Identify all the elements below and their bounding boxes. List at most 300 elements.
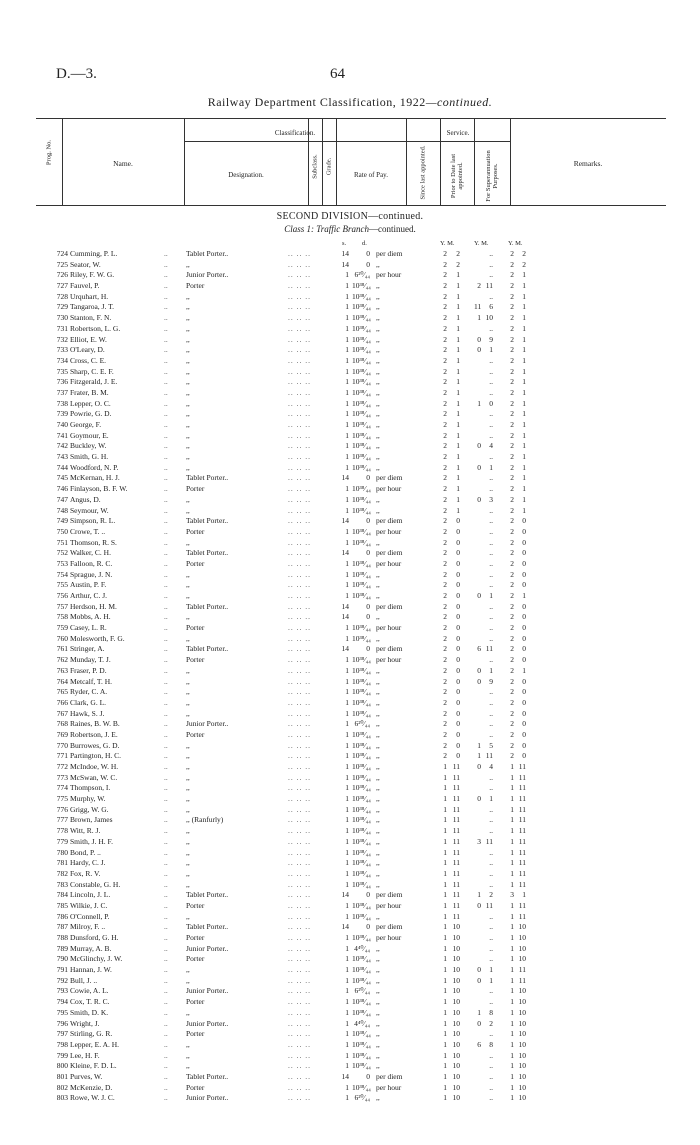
leader-dots: .. .. .. bbox=[288, 505, 311, 515]
prog-no: 802 bbox=[56, 1082, 68, 1092]
employee-name: Angus, D. bbox=[70, 494, 101, 504]
super-years: 1 bbox=[510, 911, 514, 921]
super-months: 0 bbox=[522, 526, 526, 536]
unit-ym-super: Y. M. bbox=[508, 240, 523, 247]
rate-unit: ,, bbox=[376, 1093, 380, 1103]
prior-months: .. bbox=[489, 655, 493, 665]
super-years: 1 bbox=[510, 1039, 514, 1049]
employee-name: Simpson, R. L. bbox=[70, 516, 116, 526]
since-months: 1 bbox=[456, 366, 460, 376]
prog-no: 759 bbox=[56, 623, 68, 633]
branch-label: Traffic Branch bbox=[316, 224, 370, 234]
prior-months: 1 bbox=[489, 975, 493, 985]
prior-months: .. bbox=[489, 815, 493, 825]
prior-months: 5 bbox=[489, 740, 493, 750]
leader-dots: .. .. .. bbox=[288, 943, 311, 953]
leader-dots: .. bbox=[164, 516, 168, 526]
employee-name: Wright, J. bbox=[70, 1018, 100, 1028]
since-months: 0 bbox=[456, 697, 460, 707]
super-months: 10 bbox=[518, 997, 526, 1007]
rate-unit: ,, bbox=[376, 387, 380, 397]
leader-dots: .. bbox=[164, 729, 168, 739]
super-years: 2 bbox=[510, 281, 514, 291]
rate-shillings: 1 bbox=[345, 836, 349, 846]
leader-dots: .. .. .. bbox=[288, 366, 311, 376]
leader-dots: .. bbox=[164, 591, 168, 600]
prior-years: 0 bbox=[477, 462, 481, 472]
rate-pence: 10³⁸⁄₄₄ bbox=[352, 1082, 371, 1092]
rate-pence: 6²⁰⁄₄₄ bbox=[354, 270, 370, 280]
designation: Junior Porter.. bbox=[186, 719, 229, 729]
rate-pence: 4⁴⁰⁄₄₄ bbox=[354, 943, 370, 953]
super-years: 2 bbox=[510, 484, 514, 494]
super-years: 2 bbox=[510, 505, 514, 515]
leader-dots: .. bbox=[164, 441, 168, 451]
table-row bbox=[0, 890, 700, 901]
employee-name: Smith, G. H. bbox=[70, 452, 109, 462]
prog-no: 784 bbox=[56, 890, 68, 900]
prior-months: .. bbox=[489, 259, 493, 269]
rate-unit: per hour bbox=[376, 623, 402, 633]
leader-dots: .. .. .. bbox=[288, 772, 311, 782]
rate-unit: ,, bbox=[376, 1061, 380, 1071]
rate-unit: per diem bbox=[376, 548, 403, 558]
prog-no: 775 bbox=[56, 794, 68, 804]
super-years: 1 bbox=[510, 943, 514, 953]
prog-no: 747 bbox=[56, 494, 68, 504]
leader-dots: .. bbox=[164, 1093, 168, 1103]
super-years: 2 bbox=[510, 537, 514, 547]
employee-name: Walker, C. H. bbox=[70, 548, 111, 558]
rate-pence: 10³⁸⁄₄₄ bbox=[352, 836, 371, 846]
prog-no: 787 bbox=[56, 922, 68, 932]
designation: Tablet Porter.. bbox=[186, 601, 229, 611]
rate-pence: 10³⁸⁄₄₄ bbox=[352, 933, 371, 942]
since-months: 0 bbox=[456, 751, 460, 761]
rate-shillings: 1 bbox=[345, 633, 349, 643]
rate-shillings: 1 bbox=[345, 591, 349, 600]
rate-unit: ,, bbox=[376, 762, 380, 771]
super-years: 1 bbox=[510, 954, 514, 964]
rate-shillings: 1 bbox=[345, 815, 349, 825]
leader-dots: .. bbox=[164, 655, 168, 665]
rate-shillings: 1 bbox=[345, 441, 349, 451]
leader-dots: .. .. .. bbox=[288, 847, 311, 857]
super-months: 1 bbox=[522, 494, 526, 504]
employee-name: Fraser, P. D. bbox=[70, 665, 107, 675]
since-years: 2 bbox=[443, 420, 447, 429]
since-years: 2 bbox=[443, 398, 447, 408]
leader-dots: .. .. .. bbox=[288, 794, 311, 804]
rate-pence: 10³⁸⁄₄₄ bbox=[352, 697, 371, 707]
prior-years: 1 bbox=[477, 740, 481, 750]
rate-pence: 10³⁸⁄₄₄ bbox=[352, 387, 371, 397]
rate-shillings: 1 bbox=[345, 1061, 349, 1071]
prog-no: 772 bbox=[56, 762, 68, 771]
rate-pence: 10³⁸⁄₄₄ bbox=[352, 558, 371, 568]
super-months: 11 bbox=[518, 815, 526, 825]
table-row bbox=[0, 1072, 700, 1083]
super-years: 3 bbox=[510, 890, 514, 900]
rate-shillings: 1 bbox=[345, 420, 349, 429]
super-months: 0 bbox=[522, 655, 526, 665]
super-years: 2 bbox=[510, 430, 514, 440]
since-months: 11 bbox=[452, 868, 460, 878]
super-years: 1 bbox=[510, 933, 514, 942]
leader-dots: .. bbox=[164, 676, 168, 686]
super-months: 11 bbox=[518, 879, 526, 889]
designation: ,, bbox=[186, 965, 190, 975]
table-row bbox=[0, 922, 700, 933]
super-years: 2 bbox=[510, 441, 514, 451]
prior-months: 11 bbox=[485, 751, 493, 761]
super-months: 10 bbox=[518, 986, 526, 996]
leader-dots: .. bbox=[164, 890, 168, 900]
table-row bbox=[0, 356, 700, 367]
prog-no: 788 bbox=[56, 933, 68, 942]
rate-pence: 10³⁸⁄₄₄ bbox=[352, 302, 371, 312]
prior-months: .. bbox=[489, 377, 493, 387]
table-row bbox=[0, 1061, 700, 1072]
prog-no: 779 bbox=[56, 836, 68, 846]
leader-dots: .. .. .. bbox=[288, 377, 311, 387]
since-years: 1 bbox=[443, 922, 447, 932]
rate-shillings: 1 bbox=[345, 1018, 349, 1028]
leader-dots: .. .. .. bbox=[288, 687, 311, 697]
super-years: 1 bbox=[510, 858, 514, 868]
rate-shillings: 14 bbox=[341, 601, 349, 611]
since-years: 1 bbox=[443, 986, 447, 996]
rate-pence: 10³⁸⁄₄₄ bbox=[352, 623, 371, 633]
leader-dots: .. bbox=[164, 420, 168, 429]
prior-years: 0 bbox=[477, 1018, 481, 1028]
leader-dots: .. bbox=[164, 281, 168, 291]
super-months: 1 bbox=[522, 420, 526, 429]
rate-pence: 10³⁸⁄₄₄ bbox=[352, 676, 371, 686]
prior-months: .. bbox=[489, 548, 493, 558]
table-row bbox=[0, 944, 700, 955]
table-row bbox=[0, 912, 700, 923]
since-months: 10 bbox=[452, 975, 460, 985]
prior-months: 3 bbox=[489, 494, 493, 504]
rate-shillings: 1 bbox=[345, 719, 349, 729]
leader-dots: .. bbox=[164, 313, 168, 323]
since-years: 1 bbox=[443, 1007, 447, 1017]
rate-unit: ,, bbox=[376, 783, 380, 793]
designation: ,, bbox=[186, 494, 190, 504]
employee-name: Smith, D. K. bbox=[70, 1007, 109, 1017]
leader-dots: .. bbox=[164, 580, 168, 590]
since-months: 11 bbox=[452, 847, 460, 857]
leader-dots: .. .. .. bbox=[288, 537, 311, 547]
rate-shillings: 1 bbox=[345, 623, 349, 633]
rate-shillings: 1 bbox=[345, 462, 349, 472]
prog-no: 729 bbox=[56, 302, 68, 312]
rate-pence: 10³⁸⁄₄₄ bbox=[352, 526, 371, 536]
leader-dots: .. bbox=[164, 933, 168, 942]
super-months: 10 bbox=[518, 1071, 526, 1081]
rate-unit: ,, bbox=[376, 441, 380, 451]
rate-unit: ,, bbox=[376, 1018, 380, 1028]
designation: ,, bbox=[186, 302, 190, 312]
prior-months: .. bbox=[489, 847, 493, 857]
rate-shillings: 1 bbox=[345, 1082, 349, 1092]
prog-no: 765 bbox=[56, 687, 68, 697]
employee-name: Sharp, C. E. F. bbox=[70, 366, 114, 376]
leader-dots: .. bbox=[164, 697, 168, 707]
leader-dots: .. .. .. bbox=[288, 345, 311, 355]
leader-dots: .. .. .. bbox=[288, 633, 311, 643]
leader-dots: .. bbox=[164, 526, 168, 536]
prior-months: .. bbox=[489, 826, 493, 836]
since-years: 1 bbox=[443, 1082, 447, 1092]
leader-dots: .. bbox=[164, 1007, 168, 1017]
employee-name: Frater, B. M. bbox=[70, 387, 109, 397]
rate-pence: 0 bbox=[366, 516, 370, 526]
since-years: 1 bbox=[443, 954, 447, 964]
prior-years: 1 bbox=[477, 751, 481, 761]
rate-shillings: 14 bbox=[341, 548, 349, 558]
leader-dots: .. bbox=[164, 858, 168, 868]
table-row bbox=[0, 548, 700, 559]
designation: Tablet Porter.. bbox=[186, 890, 229, 900]
super-months: 0 bbox=[522, 729, 526, 739]
since-months: 0 bbox=[456, 655, 460, 665]
rate-unit: ,, bbox=[376, 1039, 380, 1049]
rate-pence: 0 bbox=[366, 612, 370, 622]
designation: Porter bbox=[186, 729, 205, 739]
super-months: 1 bbox=[522, 345, 526, 355]
leader-dots: .. bbox=[164, 623, 168, 633]
leader-dots: .. bbox=[164, 868, 168, 878]
leader-dots: .. .. .. bbox=[288, 826, 311, 836]
prog-no: 797 bbox=[56, 1029, 68, 1039]
super-months: 0 bbox=[522, 548, 526, 558]
leader-dots: .. .. .. bbox=[288, 890, 311, 900]
employee-name: Robertson, L. G. bbox=[70, 323, 121, 333]
leader-dots: .. bbox=[164, 687, 168, 697]
leader-dots: .. .. .. bbox=[288, 676, 311, 686]
super-years: 2 bbox=[510, 516, 514, 526]
since-months: 0 bbox=[456, 719, 460, 729]
super-months: 1 bbox=[522, 323, 526, 333]
prog-no: 740 bbox=[56, 420, 68, 429]
since-years: 1 bbox=[443, 965, 447, 975]
table-row bbox=[0, 313, 700, 324]
since-years: 2 bbox=[443, 355, 447, 365]
employee-name: Milroy, F. .. bbox=[70, 922, 106, 932]
since-months: 1 bbox=[456, 345, 460, 355]
employee-name: Burrowes, G. D. bbox=[70, 740, 120, 750]
table-row bbox=[0, 837, 700, 848]
rate-unit: ,, bbox=[376, 430, 380, 440]
leader-dots: .. .. .. bbox=[288, 1018, 311, 1028]
super-months: 1 bbox=[522, 409, 526, 419]
title-continued: —continued. bbox=[425, 95, 493, 109]
rate-shillings: 1 bbox=[345, 1007, 349, 1017]
prior-months: .. bbox=[489, 537, 493, 547]
super-months: 11 bbox=[518, 772, 526, 782]
since-months: 10 bbox=[452, 1039, 460, 1049]
rate-shillings: 1 bbox=[345, 430, 349, 440]
designation: Tablet Porter.. bbox=[186, 644, 229, 654]
super-months: 11 bbox=[518, 975, 526, 985]
since-months: 11 bbox=[452, 826, 460, 836]
since-months: 2 bbox=[456, 259, 460, 269]
rate-pence: 10³⁸⁄₄₄ bbox=[352, 398, 371, 408]
super-years: 1 bbox=[510, 879, 514, 889]
prior-years: 6 bbox=[477, 644, 481, 654]
rate-unit: per diem bbox=[376, 922, 403, 932]
rate-unit: per hour bbox=[376, 900, 402, 910]
leader-dots: .. bbox=[164, 1082, 168, 1092]
leader-dots: .. .. .. bbox=[288, 387, 311, 397]
leader-dots: .. bbox=[164, 484, 168, 494]
leader-dots: .. bbox=[164, 965, 168, 975]
super-years: 1 bbox=[510, 762, 514, 771]
prior-months: .. bbox=[489, 868, 493, 878]
rate-shillings: 14 bbox=[341, 249, 349, 258]
rate-unit: ,, bbox=[376, 676, 380, 686]
leader-dots: .. .. .. bbox=[288, 281, 311, 291]
rate-shillings: 1 bbox=[345, 879, 349, 889]
table-row bbox=[0, 751, 700, 762]
prior-years: 0 bbox=[477, 965, 481, 975]
prog-no: 766 bbox=[56, 697, 68, 707]
designation: ,, bbox=[186, 462, 190, 472]
table-row bbox=[0, 698, 700, 709]
prog-no: 738 bbox=[56, 398, 68, 408]
since-months: 11 bbox=[452, 890, 460, 900]
leader-dots: .. bbox=[164, 975, 168, 985]
employee-name: Sprague, J. N. bbox=[70, 569, 113, 579]
rate-pence: 10³⁸⁄₄₄ bbox=[352, 1050, 371, 1060]
since-months: 1 bbox=[456, 323, 460, 333]
prior-months: .. bbox=[489, 783, 493, 793]
leader-dots: .. .. .. bbox=[288, 249, 311, 258]
header-service: Service. bbox=[446, 129, 470, 137]
since-years: 1 bbox=[443, 868, 447, 878]
table-row bbox=[0, 302, 700, 313]
table-row bbox=[0, 452, 700, 463]
designation: ,, bbox=[186, 804, 190, 814]
leader-dots: .. bbox=[164, 1061, 168, 1071]
prog-no: 746 bbox=[56, 484, 68, 494]
designation: Porter bbox=[186, 655, 205, 665]
rate-pence: 10³⁸⁄₄₄ bbox=[352, 900, 371, 910]
since-years: 1 bbox=[443, 975, 447, 985]
rate-unit: per diem bbox=[376, 516, 403, 526]
super-months: 0 bbox=[522, 516, 526, 526]
leader-dots: .. .. .. bbox=[288, 922, 311, 932]
employee-name: Bond, P. .. bbox=[70, 847, 101, 857]
leader-dots: .. bbox=[164, 259, 168, 269]
table-row bbox=[0, 538, 700, 549]
super-years: 2 bbox=[510, 302, 514, 312]
designation: ,, (Ranfurly) bbox=[186, 815, 224, 825]
super-months: 1 bbox=[522, 302, 526, 312]
table-row bbox=[0, 570, 700, 581]
page-title bbox=[0, 95, 700, 110]
rate-shillings: 1 bbox=[345, 409, 349, 419]
rate-unit: ,, bbox=[376, 313, 380, 323]
super-years: 2 bbox=[510, 313, 514, 323]
table-row bbox=[0, 260, 700, 271]
designation: ,, bbox=[186, 826, 190, 836]
rate-unit: ,, bbox=[376, 719, 380, 729]
super-years: 1 bbox=[510, 826, 514, 836]
super-months: 0 bbox=[522, 740, 526, 750]
prior-months: .. bbox=[489, 612, 493, 622]
super-months: 1 bbox=[522, 452, 526, 462]
leader-dots: .. bbox=[164, 847, 168, 857]
since-years: 2 bbox=[443, 558, 447, 568]
super-years: 2 bbox=[510, 355, 514, 365]
super-months: 11 bbox=[518, 826, 526, 836]
prog-no: 737 bbox=[56, 387, 68, 397]
rate-pence: 10³⁸⁄₄₄ bbox=[352, 633, 371, 643]
rate-unit: ,, bbox=[376, 697, 380, 707]
super-months: 11 bbox=[518, 858, 526, 868]
leader-dots: .. bbox=[164, 473, 168, 483]
employee-name: McKenzie, D. bbox=[70, 1082, 113, 1092]
designation: ,, bbox=[186, 975, 190, 985]
table-row bbox=[0, 815, 700, 826]
super-months: 1 bbox=[522, 387, 526, 397]
leader-dots: .. bbox=[164, 548, 168, 558]
employee-name: Cowie, A. L. bbox=[70, 986, 109, 996]
designation: ,, bbox=[186, 868, 190, 878]
designation: ,, bbox=[186, 441, 190, 451]
rate-pence: 0 bbox=[366, 473, 370, 483]
super-months: 1 bbox=[522, 313, 526, 323]
leader-dots: .. .. .. bbox=[288, 473, 311, 483]
leader-dots: .. .. .. bbox=[288, 1007, 311, 1017]
employee-name: Clark, G. L. bbox=[70, 697, 107, 707]
rate-shillings: 1 bbox=[345, 911, 349, 921]
table-row bbox=[0, 677, 700, 688]
prior-months: 6 bbox=[489, 302, 493, 312]
leader-dots: .. bbox=[164, 249, 168, 258]
super-years: 2 bbox=[510, 740, 514, 750]
rate-pence: 10³⁸⁄₄₄ bbox=[352, 345, 371, 355]
super-years: 1 bbox=[510, 772, 514, 782]
employee-name: Austin, P. F. bbox=[70, 580, 107, 590]
rate-unit: ,, bbox=[376, 366, 380, 376]
since-years: 2 bbox=[443, 676, 447, 686]
employee-name: Witt, R. J. bbox=[70, 826, 101, 836]
rate-shillings: 1 bbox=[345, 772, 349, 782]
designation: ,, bbox=[186, 911, 190, 921]
prior-months: .. bbox=[489, 452, 493, 462]
rate-shillings: 1 bbox=[345, 729, 349, 739]
designation: ,, bbox=[186, 313, 190, 323]
table-row bbox=[0, 965, 700, 976]
since-years: 1 bbox=[443, 815, 447, 825]
super-months: 0 bbox=[522, 537, 526, 547]
designation: ,, bbox=[186, 633, 190, 643]
since-months: 1 bbox=[456, 452, 460, 462]
rate-unit: ,, bbox=[376, 1007, 380, 1017]
super-years: 2 bbox=[510, 452, 514, 462]
leader-dots: .. bbox=[164, 430, 168, 440]
rate-shillings: 14 bbox=[341, 1071, 349, 1081]
since-months: 0 bbox=[456, 740, 460, 750]
since-years: 2 bbox=[443, 687, 447, 697]
rate-unit: per diem bbox=[376, 473, 403, 483]
prior-years: 0 bbox=[477, 591, 481, 600]
prior-months: .. bbox=[489, 623, 493, 633]
